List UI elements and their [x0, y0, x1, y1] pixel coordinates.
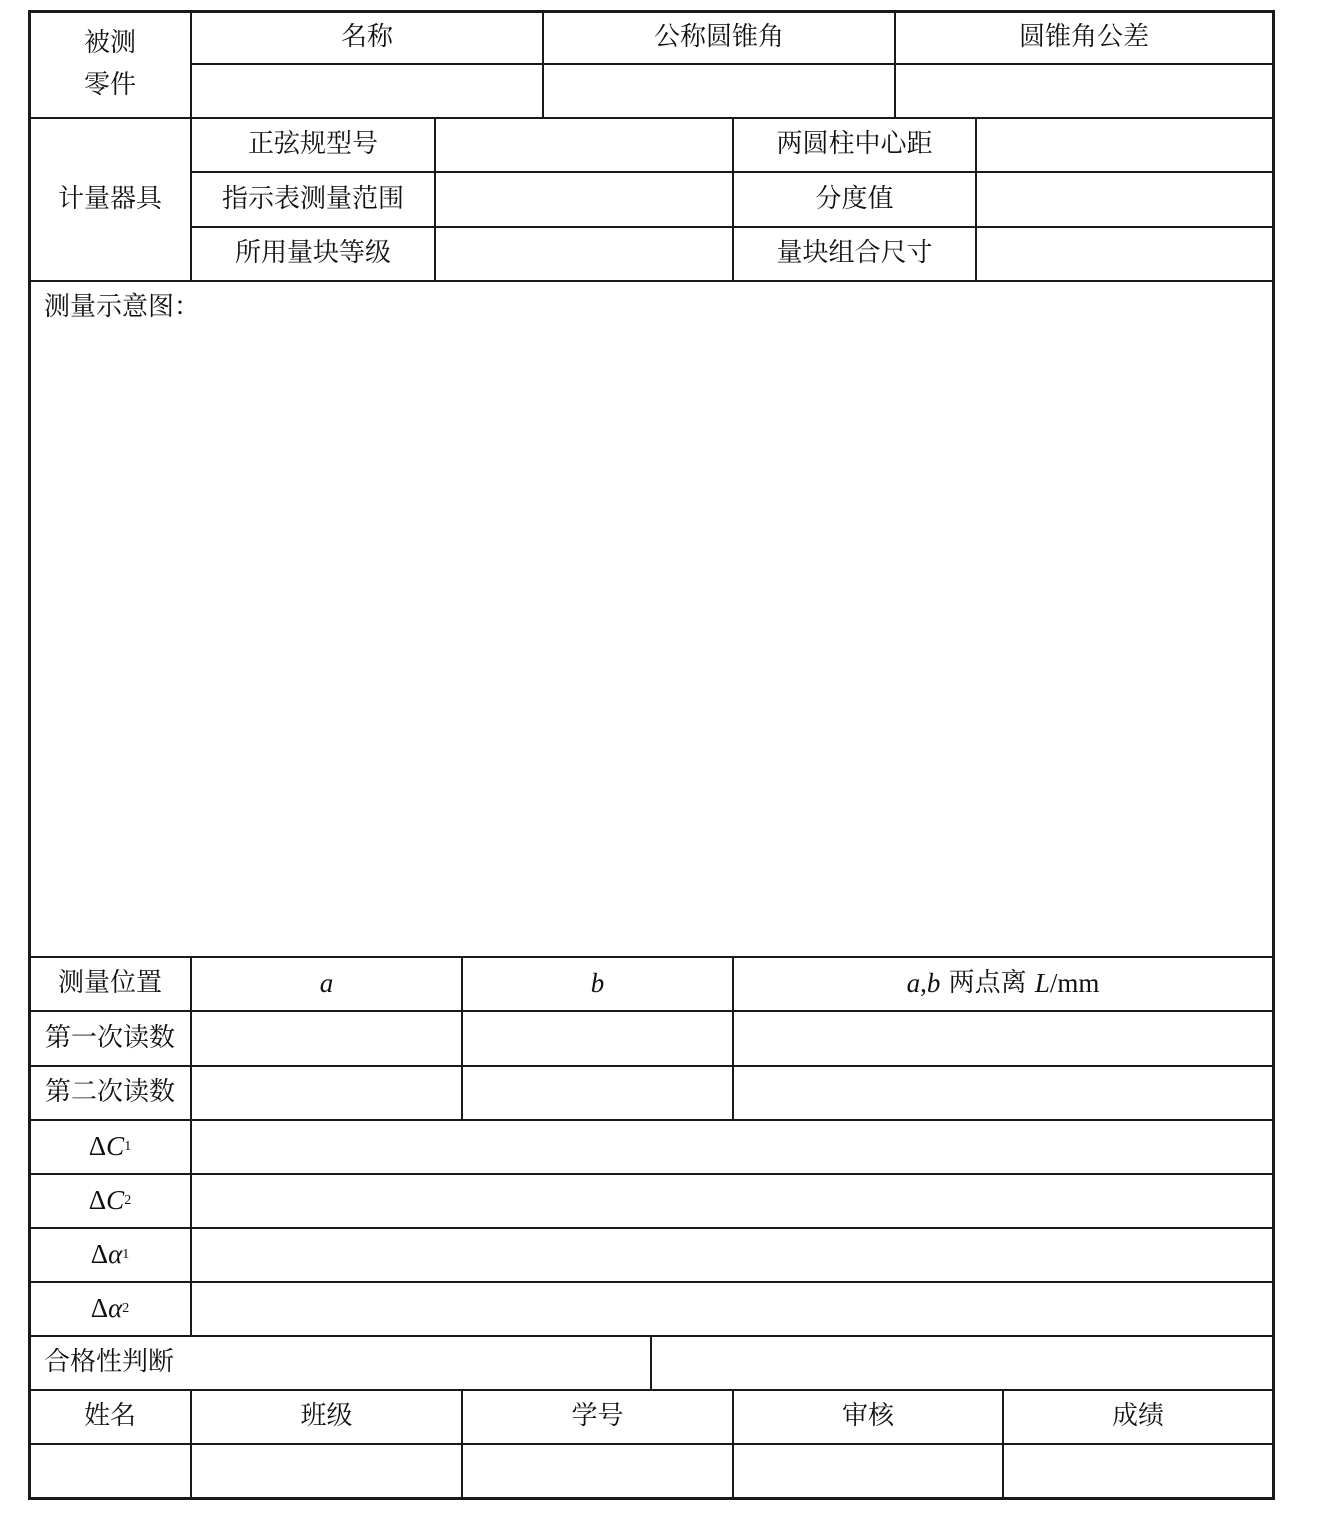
gauge-block-size-field[interactable]	[977, 228, 1272, 280]
delta-alpha2-label	[30, 1283, 190, 1335]
cone-angle-tolerance-header: 圆锥角公差	[1018, 21, 1149, 52]
sine-bar-model-field[interactable]	[436, 119, 732, 171]
part-name-header: 名称	[340, 21, 393, 52]
delta-alpha1-prefix: Δ	[90, 1239, 109, 1270]
delta-c2-field[interactable]	[192, 1175, 1272, 1227]
col-ab-var-a: a	[906, 968, 921, 999]
delta-c2-var: C	[106, 1185, 125, 1216]
second-reading-b-field[interactable]	[463, 1067, 732, 1119]
name-header: 姓名	[83, 1401, 136, 1432]
diagram-label: 测量示意图：	[44, 292, 201, 323]
delta-alpha1-sub: 1	[122, 1246, 130, 1262]
conformity-field[interactable]	[652, 1337, 1272, 1389]
delta-c1-label	[30, 1121, 190, 1173]
first-reading-b-field[interactable]	[463, 1012, 732, 1065]
delta-c1-field[interactable]	[192, 1121, 1272, 1173]
delta-alpha1-field[interactable]	[192, 1229, 1272, 1281]
part-name-field[interactable]	[192, 65, 542, 117]
name-field[interactable]	[30, 1445, 190, 1497]
col-b-var: b	[590, 968, 605, 999]
first-reading-a-field[interactable]	[192, 1012, 461, 1065]
delta-alpha1-label	[30, 1229, 190, 1281]
class-header: 班级	[300, 1401, 353, 1432]
delta-c2-prefix: Δ	[88, 1185, 107, 1216]
cone-angle-tolerance-field[interactable]	[896, 65, 1272, 117]
part-label-line2: 零件	[83, 69, 136, 100]
conformity-label: 合格性判断	[44, 1347, 175, 1378]
indicator-range-field[interactable]	[436, 173, 732, 226]
student-id-header: 学号	[571, 1401, 624, 1432]
col-ab-comma: ,	[920, 968, 927, 999]
part-label	[30, 12, 190, 117]
col-ab-unit: /mm	[1049, 968, 1100, 999]
sine-bar-model-label: 正弦规型号	[247, 129, 378, 160]
second-reading-label: 第二次读数	[44, 1077, 175, 1108]
delta-c1-sub: 1	[124, 1138, 132, 1154]
nominal-cone-angle-field[interactable]	[544, 65, 894, 117]
row-line	[28, 280, 1274, 282]
col-ab-var-b: b	[926, 968, 941, 999]
first-reading-label: 第一次读数	[44, 1022, 175, 1053]
first-reading-ab-field[interactable]	[734, 1012, 1272, 1065]
indicator-range-label: 指示表测量范围	[221, 183, 404, 214]
diagram-area[interactable]	[30, 332, 1272, 954]
review-field[interactable]	[734, 1445, 1002, 1497]
col-ab-L: L	[1034, 968, 1050, 999]
delta-c1-prefix: Δ	[88, 1131, 107, 1162]
delta-alpha1-var: α	[108, 1239, 123, 1270]
table-border-bottom	[28, 1497, 1275, 1500]
cylinder-center-distance-field[interactable]	[977, 119, 1272, 171]
division-value-field[interactable]	[977, 173, 1272, 226]
delta-c1-var: C	[106, 1131, 125, 1162]
student-id-field[interactable]	[463, 1445, 732, 1497]
col-ab-header	[734, 958, 1272, 1010]
score-field[interactable]	[1004, 1445, 1272, 1497]
delta-alpha2-var: α	[108, 1293, 123, 1324]
second-reading-ab-field[interactable]	[734, 1067, 1272, 1119]
score-header: 成绩	[1111, 1401, 1164, 1432]
nominal-cone-angle-header: 公称圆锥角	[653, 21, 784, 52]
gauge-block-grade-field[interactable]	[436, 228, 732, 280]
review-header: 审核	[841, 1401, 894, 1432]
cylinder-center-distance-label: 两圆柱中心距	[776, 129, 933, 160]
second-reading-a-field[interactable]	[192, 1067, 461, 1119]
table-border-right	[1272, 10, 1275, 1500]
col-a-var: a	[319, 968, 334, 999]
col-ab-text: 两点离	[940, 968, 1035, 999]
delta-c2-label	[30, 1175, 190, 1227]
delta-alpha2-sub: 2	[122, 1300, 130, 1316]
delta-alpha2-prefix: Δ	[90, 1293, 109, 1324]
class-field[interactable]	[192, 1445, 461, 1497]
col-a-header	[192, 958, 461, 1010]
division-value-label: 分度值	[815, 183, 894, 214]
position-label: 测量位置	[57, 968, 162, 999]
delta-c2-sub: 2	[124, 1192, 132, 1208]
gauge-block-size-label: 量块组合尺寸	[776, 238, 933, 269]
col-b-header	[463, 958, 732, 1010]
instruments-label: 计量器具	[57, 183, 162, 214]
delta-alpha2-field[interactable]	[192, 1283, 1272, 1335]
part-label-line1: 被测	[83, 27, 136, 58]
gauge-block-grade-label: 所用量块等级	[234, 238, 391, 269]
